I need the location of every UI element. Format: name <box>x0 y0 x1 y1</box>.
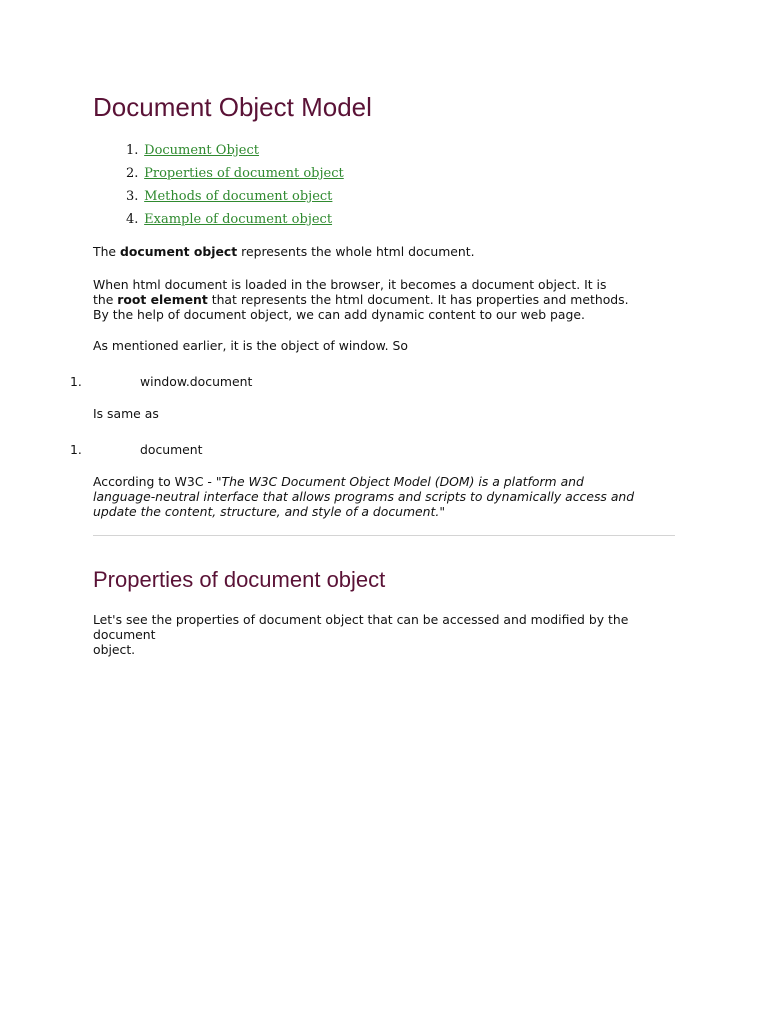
toc-number: 4. <box>126 212 139 227</box>
intro-bold-term: document object <box>119 244 238 259</box>
code-line-number: 1. <box>70 442 82 457</box>
intro-paragraph <box>93 244 475 259</box>
load-bold-term: root element <box>117 292 208 307</box>
load-line-2-before: the <box>93 292 118 307</box>
toc-link-methods[interactable]: Methods of document object <box>144 189 333 204</box>
toc-link-document-object[interactable]: Document Object <box>144 143 260 158</box>
properties-intro-paragraph <box>93 612 628 657</box>
page-title: Document Object Model <box>93 92 372 122</box>
toc-link-properties[interactable]: Properties of document object <box>144 166 344 181</box>
load-line-2-after: that represents the html document. It has properties and methods. <box>207 292 629 307</box>
intro-text-after: represents the whole html document. <box>237 244 475 259</box>
toc-number: 2. <box>126 166 139 181</box>
load-paragraph <box>93 277 629 322</box>
w3c-quote-line-2: language-neutral interface that allows programs and scripts to dynamically access and <box>93 489 635 504</box>
w3c-quote-paragraph <box>93 474 634 519</box>
mentioned-paragraph: As mentioned earlier, it is the object of window. So <box>93 338 408 353</box>
toc-link-example[interactable]: Example of document object <box>144 212 333 227</box>
same-as-paragraph: Is same as <box>93 406 159 421</box>
load-line-1: When html document is loaded in the browser, it becomes a document object. It is <box>93 277 607 292</box>
w3c-quote-line-3: update the content, structure, and style of a document." <box>93 504 446 519</box>
table-of-contents <box>126 142 344 234</box>
code-line-window-document <box>70 374 252 389</box>
toc-item-properties <box>126 165 344 188</box>
toc-item-methods <box>126 188 344 211</box>
section-divider <box>93 535 675 536</box>
toc-item-document-object <box>126 142 344 165</box>
w3c-quote-line-1: "The W3C Document Object Model (DOM) is a platform and <box>215 474 584 489</box>
toc-item-example <box>126 211 344 234</box>
w3c-prefix: According to W3C - <box>93 474 216 489</box>
code-text: document <box>140 442 203 457</box>
intro-text-before: The <box>93 244 120 259</box>
toc-number: 1. <box>126 143 139 158</box>
load-line-3: By the help of document object, we can add dynamic content to our web page. <box>93 307 585 322</box>
properties-line-3: object. <box>93 642 136 657</box>
properties-line-1: Let's see the properties of document object that can be accessed and modified by the <box>93 612 629 627</box>
properties-line-2: document <box>93 627 156 642</box>
code-line-number: 1. <box>70 374 82 389</box>
section-title-properties: Properties of document object <box>93 567 386 592</box>
code-text: window.document <box>140 374 253 389</box>
code-line-document <box>70 442 203 457</box>
toc-number: 3. <box>126 189 139 204</box>
